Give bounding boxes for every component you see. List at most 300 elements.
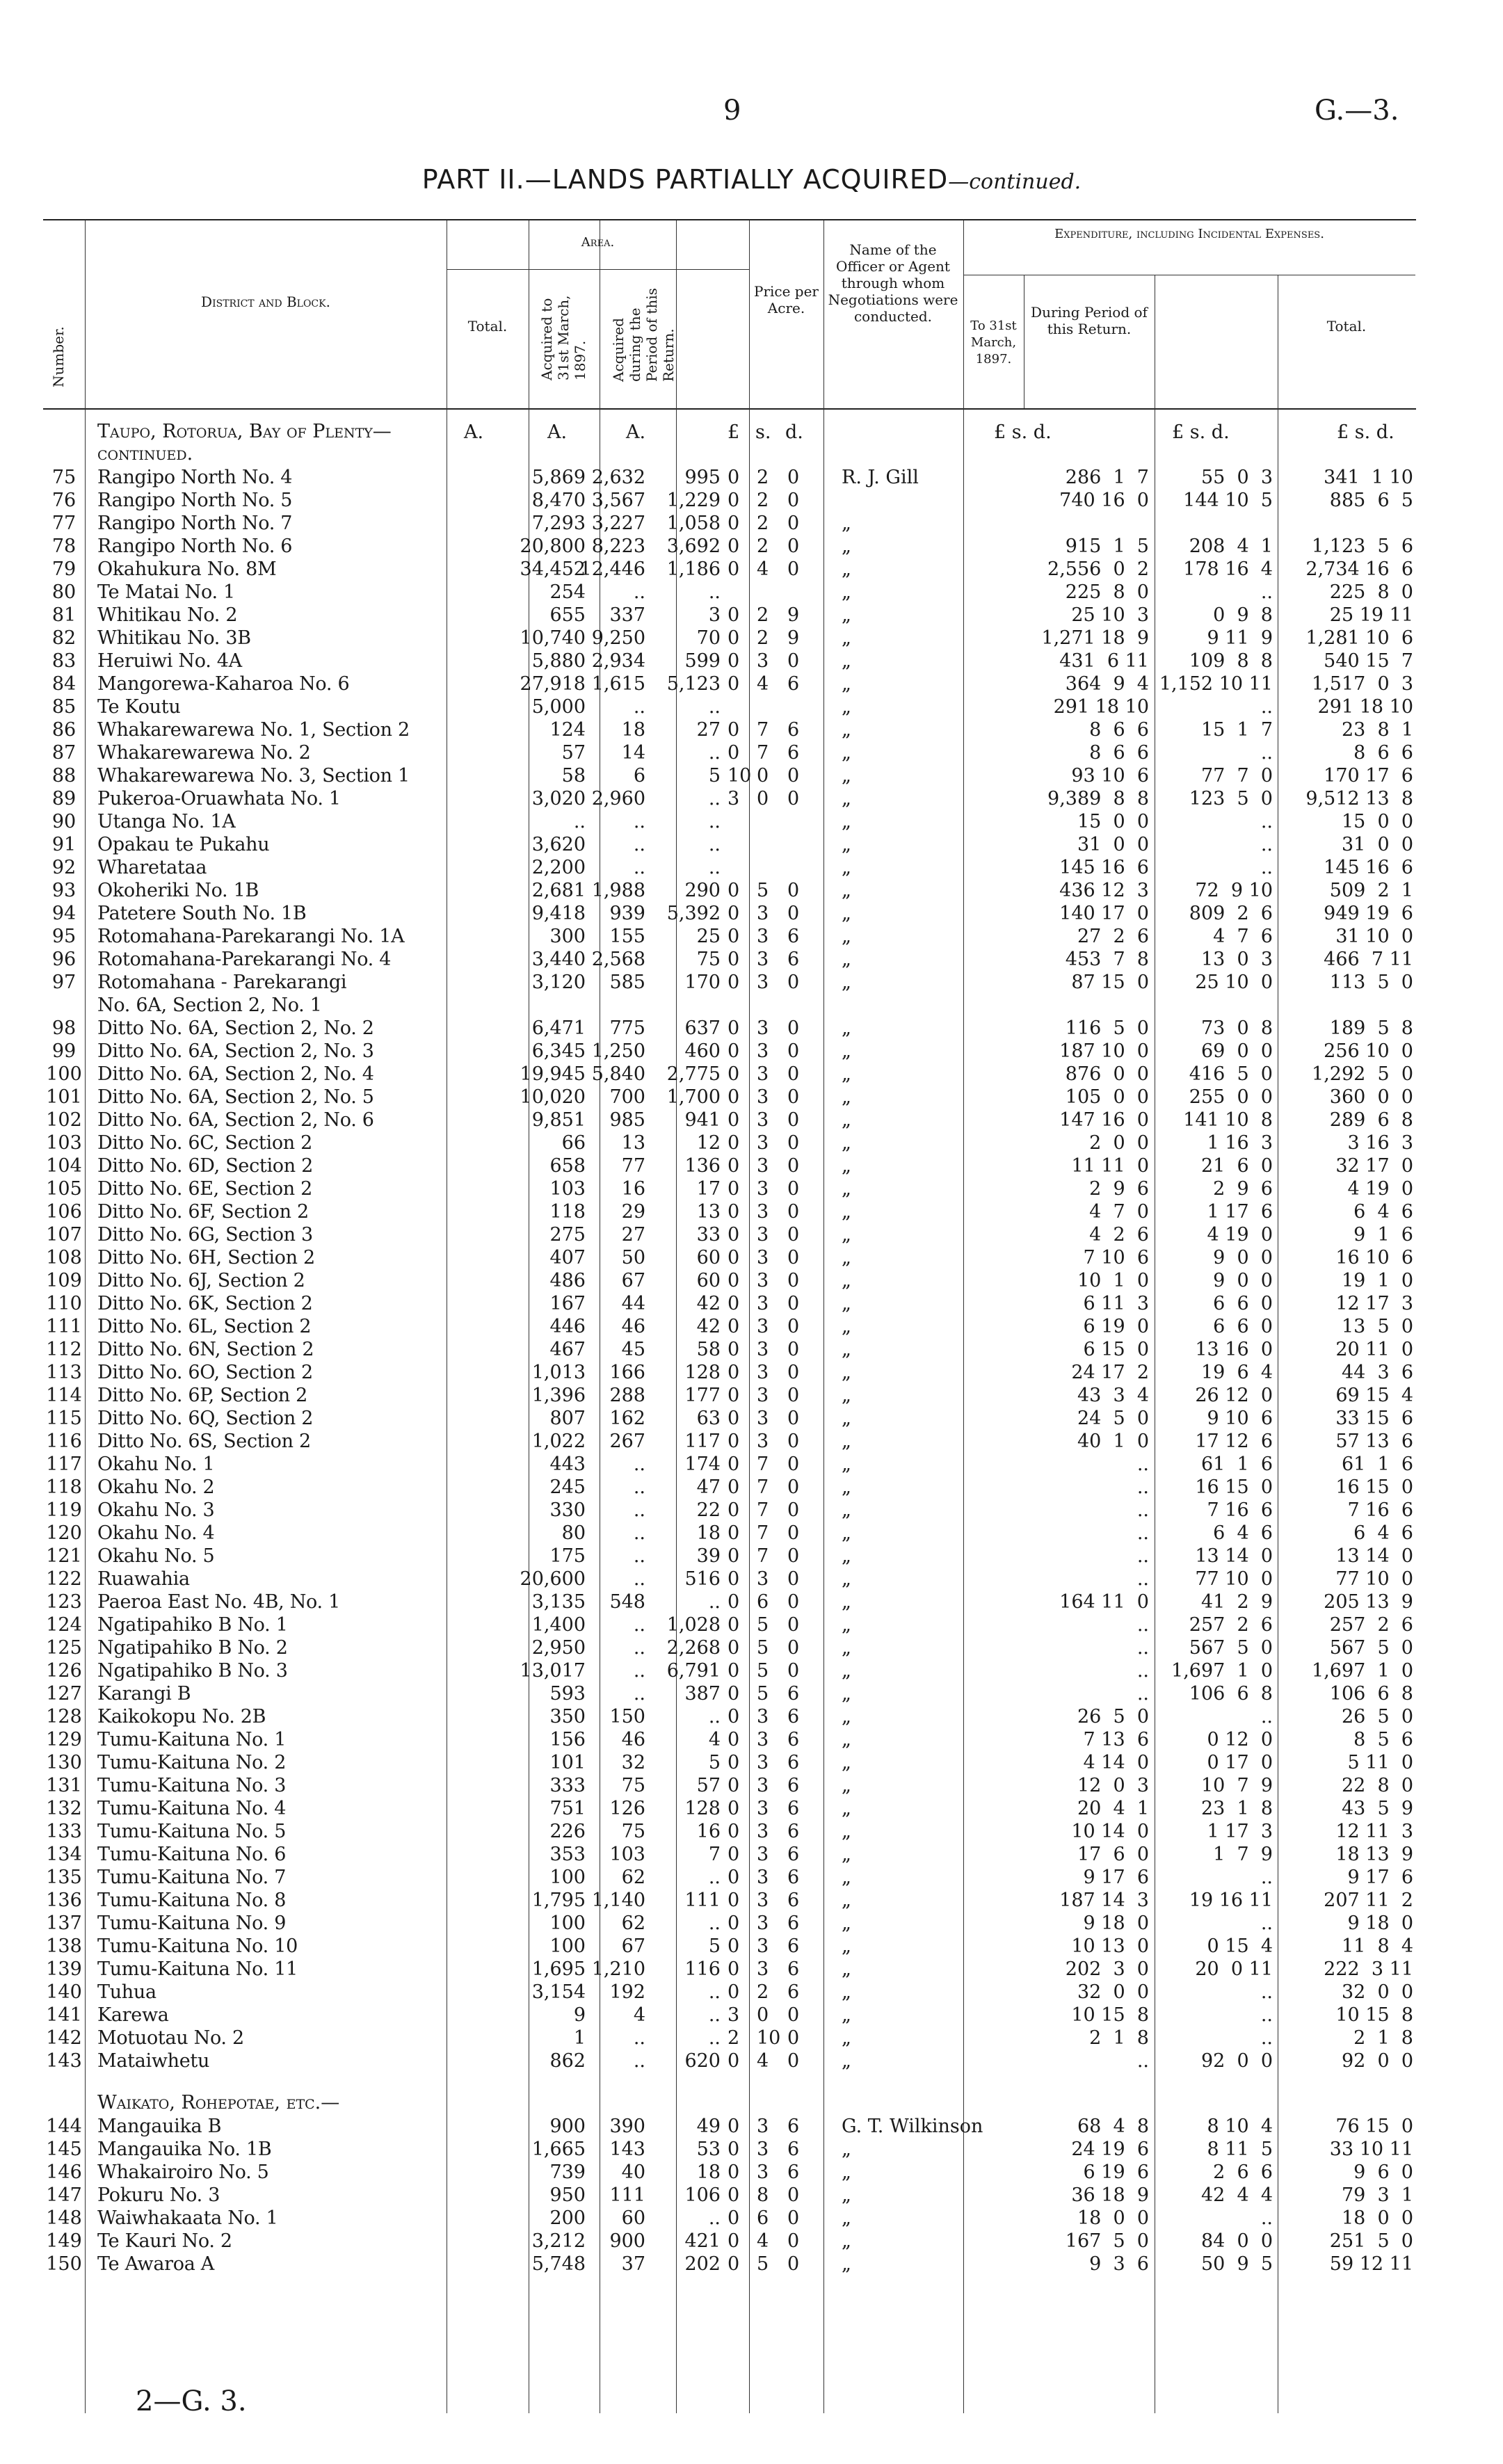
row-exp-total: 19 1 0 [1341, 1270, 1413, 1291]
row-price-pounds: 0 [728, 1913, 740, 1934]
row-officer: „ [842, 1844, 851, 1865]
row-price-pence: 6 [787, 1775, 800, 1796]
row-price-shillings: 3 [757, 1040, 769, 1062]
row-exp-to31: 10 15 8 [1071, 2004, 1149, 2026]
row-officer: „ [842, 696, 851, 718]
row-price-shillings: 3 [757, 1086, 769, 1108]
row-area-total: 6,471 [531, 1017, 586, 1039]
row-exp-total: 170 17 6 [1324, 765, 1413, 787]
row-exp-total: 9 17 6 [1347, 1867, 1413, 1888]
row-acquired-to: 29 [621, 1201, 645, 1223]
row-exp-during: 19 6 4 [1200, 1362, 1273, 1383]
row-officer: „ [842, 972, 851, 993]
row-exp-during: 19 16 11 [1189, 1890, 1273, 1911]
row-officer: „ [842, 558, 851, 580]
row-price-pence: 6 [787, 1958, 800, 1980]
row-district-block: Ditto No. 6J, Section 2 [97, 1270, 305, 1291]
row-price-shillings: 3 [757, 903, 769, 924]
table-row [43, 673, 1416, 695]
row-district-block: Rotomahana - Parekarangi [97, 972, 347, 993]
row-price-pence: 6 [787, 1752, 800, 1773]
row-price-shillings: 0 [757, 765, 769, 787]
unit-area-acq2: A. [626, 421, 646, 443]
row-exp-to31: 147 16 0 [1059, 1109, 1149, 1131]
row-officer: „ [842, 1362, 851, 1383]
table-row [43, 1843, 1416, 1866]
section-heading [43, 2092, 1416, 2115]
row-exp-during: 25 10 0 [1195, 972, 1273, 993]
row-number: 114 [46, 1385, 82, 1406]
row-acquired-to: 900 [609, 2230, 645, 2252]
row-price-shillings: 3 [757, 1752, 769, 1773]
row-price-shillings: 5 [757, 1614, 769, 1636]
row-acquired-during: 1,186 [666, 558, 721, 580]
row-district-block: No. 6A, Section 2, No. 1 [97, 995, 322, 1016]
row-acquired-to: 2,934 [591, 650, 645, 672]
row-area-total: 1,795 [531, 1890, 586, 1911]
row-price-pence: 6 [787, 1798, 800, 1819]
row-acquired-to: 3,227 [591, 513, 645, 534]
row-exp-to31: .. [1136, 2050, 1149, 2072]
row-exp-during: 0 15 4 [1207, 1935, 1273, 1957]
row-officer: „ [842, 1660, 851, 1682]
row-district-block: Tumu-Kaituna No. 6 [97, 1844, 287, 1865]
row-acquired-during: .. [708, 2004, 721, 2026]
row-acquired-to: 985 [609, 1109, 645, 1131]
row-exp-to31: 4 2 6 [1089, 1224, 1149, 1246]
row-area-total: 9 [573, 2004, 586, 2026]
row-acquired-during: 941 [684, 1109, 721, 1131]
row-acquired-to: .. [633, 1568, 645, 1590]
row-acquired-to: 162 [609, 1408, 645, 1429]
row-exp-to31: 26 5 0 [1077, 1706, 1149, 1728]
row-officer: „ [842, 1431, 851, 1452]
row-exp-to31: 164 11 0 [1059, 1591, 1149, 1613]
row-acquired-during: 57 [696, 1775, 721, 1796]
table-row [43, 1522, 1416, 1545]
row-exp-during: .. [1260, 834, 1273, 855]
row-district-block: Ditto No. 6A, Section 2, No. 2 [97, 1017, 374, 1039]
row-area-total: 9,418 [531, 903, 586, 924]
row-district-block: Rangipo North No. 6 [97, 536, 293, 557]
row-price-pounds: 0 [728, 1821, 740, 1842]
row-number: 98 [51, 1017, 77, 1039]
row-district-block: Tumu-Kaituna No. 3 [97, 1775, 287, 1796]
row-exp-to31: 431 6 11 [1059, 650, 1149, 672]
row-officer: „ [842, 1109, 851, 1131]
page-title [0, 164, 1503, 195]
row-number: 145 [46, 2139, 82, 2160]
row-price-shillings: 3 [757, 1247, 769, 1269]
row-price-pence: 0 [787, 1316, 800, 1337]
row-exp-to31: 6 15 0 [1083, 1339, 1149, 1360]
row-exp-to31: 10 13 0 [1071, 1935, 1149, 1957]
row-exp-during: 20 0 11 [1195, 1958, 1273, 1980]
row-number: 101 [46, 1086, 82, 1108]
row-acquired-to: 62 [621, 1913, 645, 1934]
row-price-pounds: 0 [728, 949, 740, 970]
row-acquired-to: 2,960 [591, 788, 645, 810]
row-exp-total: 20 11 0 [1335, 1339, 1413, 1360]
row-price-pence: 6 [787, 2161, 800, 2183]
row-exp-during: 9 0 0 [1213, 1247, 1273, 1269]
row-area-total: 862 [549, 2050, 586, 2072]
row-number: 81 [51, 604, 77, 626]
row-exp-total: 341 1 10 [1324, 467, 1413, 488]
row-price-pounds: 0 [728, 627, 740, 649]
row-exp-to31: .. [1136, 1660, 1149, 1682]
row-acquired-to: .. [633, 1683, 645, 1705]
row-exp-to31: 364 9 4 [1065, 673, 1149, 695]
row-area-total: 200 [549, 2207, 586, 2229]
row-area-total: 1,396 [531, 1385, 586, 1406]
header-district: District and Block. [201, 293, 330, 310]
row-exp-total: 540 15 7 [1324, 650, 1413, 672]
row-number: 150 [46, 2253, 82, 2275]
row-acquired-during: .. [708, 1706, 721, 1728]
row-number: 93 [51, 880, 77, 901]
row-area-total: 3,020 [531, 788, 586, 810]
row-price-pence: 0 [787, 1270, 800, 1291]
row-acquired-to: 62 [621, 1867, 645, 1888]
row-officer: „ [842, 1293, 851, 1314]
table-row [43, 1132, 1416, 1154]
row-exp-to31: 93 10 6 [1071, 765, 1149, 787]
row-acquired-during: 111 [684, 1890, 721, 1911]
row-price-shillings: 3 [757, 1890, 769, 1911]
row-exp-to31: .. [1136, 1522, 1149, 1544]
row-exp-to31: 915 1 5 [1065, 536, 1149, 557]
row-district-block: Heruiwi No. 4A [97, 650, 242, 672]
row-exp-to31: .. [1136, 1499, 1149, 1521]
row-exp-during: 9 0 0 [1213, 1270, 1273, 1291]
row-acquired-during: 599 [684, 650, 721, 672]
row-district-block: Ditto No. 6S, Section 2 [97, 1431, 311, 1452]
table-row [43, 2115, 1416, 2138]
row-acquired-to: 390 [609, 2116, 645, 2137]
row-number: 129 [46, 1729, 82, 1750]
row-number: 110 [46, 1293, 82, 1314]
row-exp-total: 1,281 10 6 [1305, 627, 1413, 649]
row-area-total: 58 [561, 765, 586, 787]
table-row [43, 2050, 1416, 2072]
table-row [43, 879, 1416, 902]
row-number: 88 [51, 765, 77, 787]
row-acquired-during: 18 [696, 2161, 721, 2183]
row-acquired-to: 166 [609, 1362, 645, 1383]
row-area-total: 100 [549, 1867, 586, 1888]
header-officer: Name of the Officer or Agent through whom Negotiations were conducted. [828, 241, 958, 325]
row-area-total: 226 [549, 1821, 586, 1842]
row-exp-total: 69 15 4 [1335, 1385, 1413, 1406]
row-district-block: Ditto No. 6L, Section 2 [97, 1316, 312, 1337]
row-exp-total: 466 7 11 [1324, 949, 1413, 970]
table-row [43, 810, 1416, 833]
row-area-total: 900 [549, 2116, 586, 2137]
row-exp-during: 8 10 4 [1207, 2116, 1273, 2137]
row-number: 102 [46, 1109, 82, 1131]
row-acquired-during: 22 [696, 1499, 721, 1521]
row-exp-to31: 12 0 3 [1077, 1775, 1149, 1796]
unit-during: £ s. d. [1172, 421, 1230, 443]
row-acquired-during: 5 [708, 1935, 721, 1957]
row-exp-during: 84 0 0 [1200, 2230, 1273, 2252]
row-number: 142 [46, 2027, 82, 2049]
row-area-total: 8,470 [531, 490, 586, 511]
table-body [43, 407, 1416, 2417]
table-row [43, 1154, 1416, 1177]
row-acquired-during: 2,775 [666, 1063, 721, 1085]
row-acquired-during: 174 [684, 1454, 721, 1475]
row-price-shillings: 3 [757, 2161, 769, 2183]
row-acquired-during: 18 [696, 1522, 721, 1544]
row-price-shillings: 2 [757, 467, 769, 488]
row-district-block: Pokuru No. 3 [97, 2184, 220, 2206]
row-area-total: 1,695 [531, 1958, 586, 1980]
row-officer: „ [842, 1086, 851, 1108]
row-district-block: Ditto No. 6Q, Section 2 [97, 1408, 314, 1429]
row-acquired-to: .. [633, 1499, 645, 1521]
row-exp-to31: 202 3 0 [1065, 1958, 1149, 1980]
row-officer: „ [842, 1522, 851, 1544]
table-row [43, 1705, 1416, 1728]
row-price-shillings: 8 [757, 2184, 769, 2206]
row-area-total: 5,869 [531, 467, 586, 488]
row-acquired-during: 516 [684, 1568, 721, 1590]
row-district-block: Tumu-Kaituna No. 1 [97, 1729, 287, 1750]
row-price-pence: 0 [787, 467, 800, 488]
row-acquired-to: .. [633, 1660, 645, 1682]
row-officer: „ [842, 903, 851, 924]
row-officer: „ [842, 1155, 851, 1177]
table-row [43, 581, 1416, 604]
row-exp-to31: 2 0 0 [1089, 1132, 1149, 1154]
table-row [43, 1109, 1416, 1132]
row-officer: „ [842, 1063, 851, 1085]
row-acquired-during: 63 [696, 1408, 721, 1429]
row-exp-during: 72 9 10 [1195, 880, 1273, 901]
table-row [43, 2161, 1416, 2184]
row-price-pence: 6 [787, 926, 800, 947]
row-exp-during: 10 7 9 [1200, 1775, 1273, 1796]
row-number: 91 [51, 834, 77, 855]
row-exp-to31: 6 19 0 [1083, 1316, 1149, 1337]
row-acquired-to: 775 [609, 1017, 645, 1039]
row-acquired-to: .. [633, 1522, 645, 1544]
row-area-total: 467 [549, 1339, 586, 1360]
row-acquired-during: .. [708, 2027, 721, 2049]
unit-to31: £ s. d. [994, 421, 1052, 443]
row-exp-to31: .. [1136, 1637, 1149, 1659]
table-row [43, 718, 1416, 741]
row-officer: „ [842, 1775, 851, 1796]
row-district-block: Waiwhakaata No. 1 [97, 2207, 278, 2229]
row-number: 118 [46, 1476, 82, 1498]
row-area-total: 13,017 [520, 1660, 586, 1682]
row-acquired-to: 6 [633, 765, 645, 787]
row-officer: „ [842, 1316, 851, 1337]
row-exp-to31: 17 6 0 [1077, 1844, 1149, 1865]
row-price-shillings: 2 [757, 627, 769, 649]
row-exp-during: 4 7 6 [1213, 926, 1273, 947]
row-price-pounds: 0 [728, 1270, 740, 1291]
row-number: 112 [46, 1339, 82, 1360]
table-row [43, 1591, 1416, 1613]
row-number: 89 [51, 788, 77, 810]
row-area-total: 34,452 [520, 558, 586, 580]
row-price-pence: 0 [787, 1017, 800, 1039]
row-price-shillings: 3 [757, 972, 769, 993]
table-row [43, 2138, 1416, 2161]
row-number: 84 [51, 673, 77, 695]
table-row [43, 650, 1416, 673]
row-exp-total: 12 17 3 [1335, 1293, 1413, 1314]
row-district-block: Paeroa East No. 4B, No. 1 [97, 1591, 340, 1613]
row-exp-to31: .. [1136, 1476, 1149, 1498]
table-row [43, 1407, 1416, 1430]
row-district-block: Ditto No. 6K, Section 2 [97, 1293, 313, 1314]
row-acquired-to: 2,632 [591, 467, 645, 488]
row-officer: „ [842, 673, 851, 695]
row-exp-during: .. [1260, 742, 1273, 764]
row-number: 116 [46, 1431, 82, 1452]
row-acquired-during: 58 [696, 1339, 721, 1360]
row-price-shillings: 2 [757, 490, 769, 511]
row-price-shillings: 3 [757, 1935, 769, 1957]
row-exp-total: 9 18 0 [1347, 1913, 1413, 1934]
row-exp-during: 123 5 0 [1189, 788, 1273, 810]
row-price-shillings: 2 [757, 1981, 769, 2003]
row-officer: „ [842, 1683, 851, 1705]
row-acquired-to: 9,250 [591, 627, 645, 649]
row-exp-total: 18 13 9 [1335, 1844, 1413, 1865]
row-exp-during: 9 10 6 [1207, 1408, 1273, 1429]
row-exp-to31: 25 10 3 [1071, 604, 1149, 626]
row-number: 149 [46, 2230, 82, 2252]
row-acquired-during: 42 [696, 1316, 721, 1337]
row-exp-total: 59 12 11 [1329, 2253, 1413, 2275]
row-acquired-to: 12,446 [579, 558, 645, 580]
row-acquired-during: 620 [684, 2050, 721, 2072]
row-price-pence: 0 [787, 1454, 800, 1475]
row-district-block: Motuotau No. 2 [97, 2027, 244, 2049]
row-exp-to31: 876 0 0 [1065, 1063, 1149, 1085]
row-number: 134 [46, 1844, 82, 1865]
row-price-shillings: 4 [757, 558, 769, 580]
unit-total: £ s. d. [1337, 421, 1395, 443]
table-row [43, 1889, 1416, 1912]
row-district-block: Mataiwhetu [97, 2050, 210, 2072]
row-number: 125 [46, 1637, 82, 1659]
row-exp-during: 92 0 0 [1200, 2050, 1273, 2072]
row-area-total: 2,950 [531, 1637, 586, 1659]
row-number: 99 [51, 1040, 77, 1062]
row-exp-to31: 24 19 6 [1071, 2139, 1149, 2160]
row-price-pounds: 0 [728, 1017, 740, 1039]
row-price-shillings: 5 [757, 2253, 769, 2275]
table-row [43, 2027, 1416, 2050]
row-number: 87 [51, 742, 77, 764]
row-price-pounds: 0 [728, 1706, 740, 1728]
table-row [43, 1981, 1416, 2004]
table-row [43, 902, 1416, 925]
row-officer: „ [842, 2050, 851, 2072]
table-row [43, 558, 1416, 581]
row-number: 94 [51, 903, 77, 924]
row-exp-total: 31 0 0 [1341, 834, 1413, 855]
row-exp-to31: 2 9 6 [1089, 1178, 1149, 1200]
row-officer: „ [842, 1339, 851, 1360]
row-exp-to31: 116 5 0 [1065, 1017, 1149, 1039]
row-number: 127 [46, 1683, 82, 1705]
table-row [43, 1338, 1416, 1361]
row-area-total: 10,020 [520, 1086, 586, 1108]
row-exp-during: 809 2 6 [1189, 903, 1273, 924]
row-exp-to31: 36 18 9 [1071, 2184, 1149, 2206]
row-exp-total: 567 5 0 [1329, 1637, 1413, 1659]
row-number: 140 [46, 1981, 82, 2003]
row-area-total: .. [573, 811, 586, 832]
table-row [43, 1545, 1416, 1568]
row-exp-total: 43 5 9 [1341, 1798, 1413, 1819]
row-acquired-during: 1,700 [666, 1086, 721, 1108]
row-district-block: Ditto No. 6F, Section 2 [97, 1201, 309, 1223]
row-price-shillings: 2 [757, 604, 769, 626]
row-officer: „ [842, 788, 851, 810]
row-price-shillings: 3 [757, 1132, 769, 1154]
table-row [43, 741, 1416, 764]
row-acquired-to: 1,250 [591, 1040, 645, 1062]
row-price-pence: 0 [787, 1660, 800, 1682]
row-district-block: Ditto No. 6G, Section 3 [97, 1224, 313, 1246]
row-price-pence: 0 [787, 1568, 800, 1590]
table-row [43, 695, 1416, 718]
row-acquired-during: 42 [696, 1293, 721, 1314]
row-area-total: 19,945 [520, 1063, 586, 1085]
row-acquired-during: 49 [696, 2116, 721, 2137]
row-price-pounds: 0 [728, 1476, 740, 1498]
table-row [43, 2184, 1416, 2207]
row-exp-to31: 453 7 8 [1065, 949, 1149, 970]
row-exp-to31: 11 11 0 [1071, 1155, 1149, 1177]
table-row [43, 1476, 1416, 1499]
page-number: 9 [723, 95, 741, 127]
row-acquired-during: 128 [684, 1798, 721, 1819]
row-area-total: 1 [573, 2027, 586, 2049]
row-exp-during: 42 4 4 [1200, 2184, 1273, 2206]
row-district-block: Okoheriki No. 1B [97, 880, 259, 901]
row-acquired-to: .. [633, 834, 645, 855]
table-row [43, 1797, 1416, 1820]
row-exp-total: 1,517 0 3 [1312, 673, 1413, 695]
section-heading [43, 421, 1416, 465]
row-price-pounds: 0 [728, 1247, 740, 1269]
row-area-total: 593 [549, 1683, 586, 1705]
row-acquired-during: 60 [696, 1247, 721, 1269]
row-exp-to31: 187 14 3 [1059, 1890, 1149, 1911]
row-acquired-to: 548 [609, 1591, 645, 1613]
row-price-pounds: 0 [728, 1981, 740, 2003]
row-price-shillings: 3 [757, 1844, 769, 1865]
row-acquired-to: 8,223 [591, 536, 645, 557]
row-price-pounds: 0 [728, 1109, 740, 1131]
row-district-block: Opakau te Pukahu [97, 834, 270, 855]
row-exp-total: 6 4 6 [1353, 1522, 1413, 1544]
row-acquired-during: 5,123 [666, 673, 721, 695]
table-row [43, 1177, 1416, 1200]
row-price-pounds: 0 [728, 926, 740, 947]
row-exp-total: 189 5 8 [1329, 1017, 1413, 1039]
